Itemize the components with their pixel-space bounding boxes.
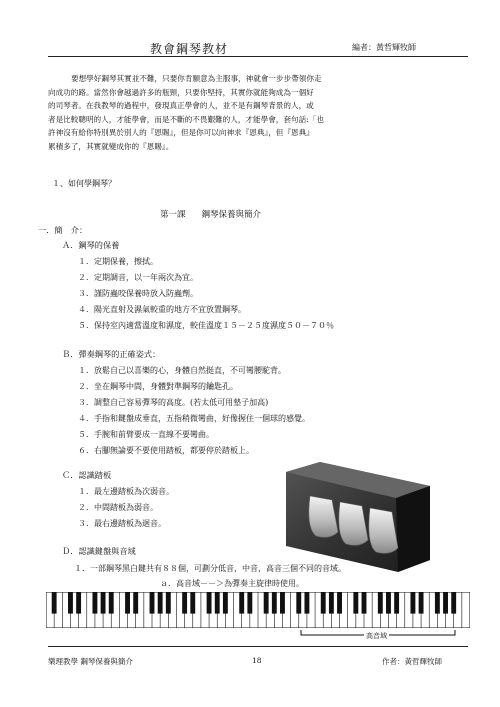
- list-item: ３．最右邊踏板為迴音。: [78, 519, 166, 528]
- black-key: [321, 592, 326, 614]
- black-key: [223, 592, 228, 614]
- footer-left: 樂理教學 鋼琴保養與簡介: [48, 657, 133, 666]
- black-key: [125, 592, 130, 614]
- black-key: [247, 592, 252, 614]
- list-item: １．一部鋼琴黑白鍵共有８８個，可劃分低音，中音，高音三個不同的音域。: [74, 564, 346, 573]
- list-item: ２．坐在鋼琴中間，身體對準鋼琴的鑰匙孔。: [78, 382, 238, 391]
- black-key: [337, 592, 342, 614]
- lesson-number: 第一課: [160, 210, 186, 220]
- section-heading: 一．簡 介：: [38, 225, 88, 235]
- black-key: [150, 592, 155, 614]
- footer-rule: [48, 646, 468, 647]
- list-item: ５．手腕和前臂要成一直線不要彎曲。: [78, 430, 214, 439]
- black-key: [329, 592, 334, 614]
- list-item: ２．中間踏板為弱音。: [78, 503, 158, 512]
- black-key: [133, 592, 138, 614]
- black-key: [109, 592, 114, 614]
- footer-right: 作者：黃哲輝牧師: [382, 657, 442, 666]
- page-number: 18: [252, 656, 262, 665]
- black-key: [92, 592, 97, 614]
- black-key: [166, 592, 171, 614]
- black-key: [239, 592, 244, 614]
- list-item: ６．右腳無論要不要使用踏板，都要停於踏板上。: [78, 446, 254, 455]
- black-key: [264, 592, 269, 614]
- intro-line: 累積多了，其實就變成你的『恩賜』。: [48, 141, 174, 151]
- black-key: [215, 592, 220, 614]
- lesson-heading: [160, 208, 261, 220]
- intro-line: 要想學好鋼琴其實並不難，只要你肯願意為主服事，神就會一步步帶領你走: [71, 74, 322, 83]
- black-key: [68, 592, 73, 614]
- list-item: ４．手指和鍵盤成垂直，五指稍微彎曲，好像握住一個球的感覺。: [78, 414, 310, 423]
- list-item: ４．陽光直射及濕氣較重的地方不宜放置鋼琴。: [78, 305, 246, 314]
- black-key: [280, 592, 285, 614]
- black-key: [52, 592, 57, 614]
- black-key: [394, 592, 399, 614]
- black-key: [296, 592, 301, 614]
- list-item: ２．定期調音，以一年兩次為宜。: [78, 273, 198, 282]
- piano-keyboard: [46, 592, 470, 628]
- group-b-heading: Ｂ．彈奏鋼琴的正確姿式：: [62, 349, 161, 359]
- black-key: [386, 592, 391, 614]
- lesson-title: 鋼琴保養與簡介: [201, 210, 262, 220]
- black-key: [451, 592, 456, 614]
- list-item: １．放鬆自己以喜樂的心，身體自然挺直，不可彎腰駝背。: [78, 366, 286, 375]
- editor-credit: 編者：黃哲輝牧師: [352, 43, 416, 52]
- black-key: [419, 592, 424, 614]
- black-key: [182, 592, 187, 614]
- piano-pedals-image: [280, 460, 440, 575]
- black-key: [378, 592, 383, 614]
- group-a-heading: Ａ．鋼琴的保養: [62, 240, 120, 250]
- black-key: [207, 592, 212, 614]
- black-key: [158, 592, 163, 614]
- list-item: ３．調整自己容易彈琴的高度。(若太低可用墊子加高): [78, 398, 269, 407]
- black-key: [353, 592, 358, 614]
- black-key: [190, 592, 195, 614]
- list-item: ３．謹防蟲咬保養時放入防蟲劑。: [78, 289, 198, 298]
- list-item: １．定期保養，擦拭。: [78, 257, 158, 266]
- black-key: [101, 592, 106, 614]
- black-key: [443, 592, 448, 614]
- question-heading: １、如何學鋼琴？: [52, 179, 116, 188]
- group-d-heading: Ｄ．認識鍵盤與音域: [62, 546, 136, 556]
- intro-line: 的司琴者。在我教琴的過程中，發現真正學會的人，並不是有鋼琴背景的人，或: [48, 101, 314, 111]
- intro-line: 向成功的路。當然你會越過許多的瓶頸，只要你堅持，其實你就能夠成為一個好: [48, 87, 314, 97]
- header-rule: [48, 56, 468, 57]
- intro-paragraph: [48, 72, 468, 154]
- black-key: [76, 592, 81, 614]
- page-title: 教會鋼琴教材: [150, 42, 229, 56]
- intro-line: 許神沒有給你特別異於別人的『恩賜』，但是你可以向神求『恩典』，但『恩典』: [48, 128, 314, 138]
- black-key: [410, 592, 415, 614]
- list-item: ａ．高音域－－＞為彈奏主旋律時使用。: [160, 579, 304, 588]
- group-c-heading: Ｃ．認識踏板: [62, 470, 112, 480]
- black-key: [272, 592, 277, 614]
- list-item: ５．保持室內適當溫度和濕度，較佳溫度１５－２５度濕度５０－７０％: [78, 321, 334, 330]
- intro-line: 者是比較聰明的人，才能學會，而是不斷的不畏艱難的人，才能學會，套句話:「也: [48, 114, 324, 124]
- black-key: [304, 592, 309, 614]
- list-item: １．最左邊踏板為次弱音。: [78, 487, 174, 496]
- black-key: [435, 592, 440, 614]
- high-range-label: 高音域: [366, 632, 387, 640]
- black-key: [362, 592, 367, 614]
